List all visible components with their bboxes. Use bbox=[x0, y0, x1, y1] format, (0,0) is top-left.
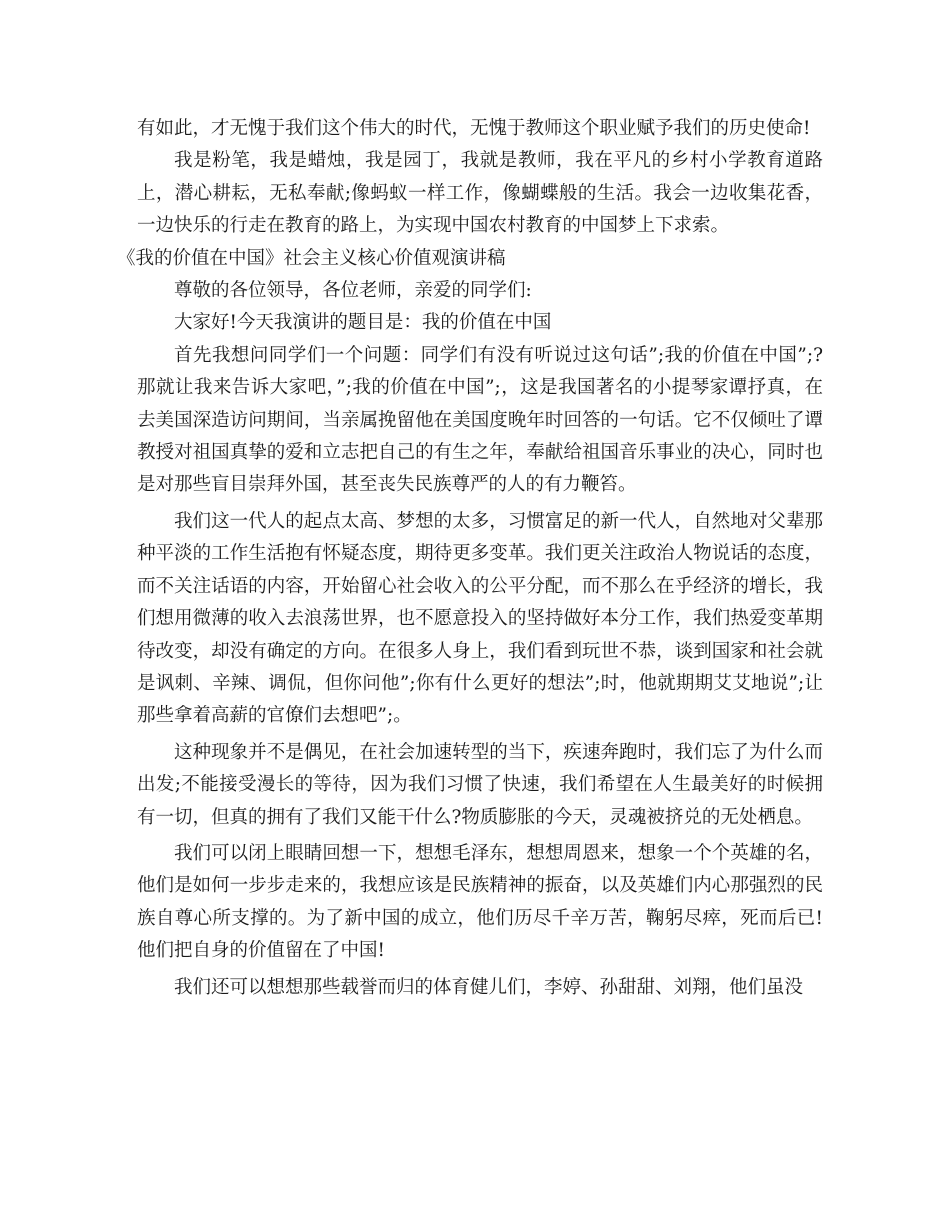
paragraph-2: 我是粉笔，我是蜡烛，我是园丁，我就是教师，我在平凡的乡村小学教育道路上，潜心耕耘，无私奉献;像蚂蚁一样工作，像蝴蝶般的生活。我会一边收集花香，一边快乐的行走在教育的路上，为实现中国农村教育的中国梦上下求索。 bbox=[137, 150, 823, 237]
speech-title: 《我的价值在中国》社会主义核心价值观演讲稿 bbox=[117, 247, 506, 269]
paragraph-1: 有如此，才无愧于我们这个伟大的时代，无愧于教师这个职业赋予我们的历史使命! bbox=[137, 118, 811, 139]
paragraph-7: 我们这一代人的起点太高、梦想的太多，习惯富足的新一代人，自然地对父辈那种平淡的工作生活抱有怀疑态度，期待更多变革。我们更关注政治人物说话的态度，而不关注话语的内容，开始留心社会收入的公平分配，而不那么在乎经济的增长，我们想用微薄的收入去浪荡世界，也不愿意投入的坚持做好本分工作，我们热爱变革期待改变，却没有确定的方向。在很多人身上，我们看到玩世不恭，谈到国家和社会就是讽刺、辛辣、调侃，但你问他”;你有什么更好的想法”;时，他就期期艾艾地说”;让那些拿着高薪的官僚们去想吧”;。 bbox=[137, 510, 823, 727]
greeting: 大家好!今天我演讲的题目是：我的价值在中国 bbox=[174, 312, 552, 334]
paragraph-9: 我们可以闭上眼睛回想一下，想想毛泽东，想想周恩来，想象一个个英雄的名，他们是如何一步步走来的，我想应该是民族精神的振奋，以及英雄们内心那强烈的民族自尊心所支撑的。为了新中国的成立，他们历尽千辛万苦，鞠躬尽瘁，死而后已!他们把自身的价值留在了中国! bbox=[137, 842, 823, 962]
salutation: 尊敬的各位领导，各位老师，亲爱的同学们: bbox=[174, 280, 532, 302]
document-body bbox=[117, 113, 823, 1004]
paragraph-6: 首先我想问同学们一个问题：同学们有没有听说过这句话”;我的价值在中国”;?那就让我来告诉大家吧，”;我的价值在中国”;，这是我国著名的小提琴家谭抒真，在去美国深造访问期间，当亲属挽留他在美国度晚年时回答的一句话。它不仅倾吐了谭教授对祖国真挚的爱和立志把自己的有生之年，奉献给祖国音乐事业的决心，同时也是对那些盲目崇拜外国，甚至丧失民族尊严的人的有力鞭笞。 bbox=[137, 344, 823, 496]
paragraph-8: 这种现象并不是偶见，在社会加速转型的当下，疾速奔跑时，我们忘了为什么而出发;不能接受漫长的等待，因为我们习惯了快速，我们希望在人生最美好的时候拥有一切，但真的拥有了我们又能干什么?物质膨胀的今天，灵魂被挤兑的无处栖息。 bbox=[137, 741, 823, 828]
paragraph-10: 我们还可以想想那些载誉而归的体育健儿们，李婷、孙甜甜、刘翔，他们虽没 bbox=[174, 976, 804, 998]
